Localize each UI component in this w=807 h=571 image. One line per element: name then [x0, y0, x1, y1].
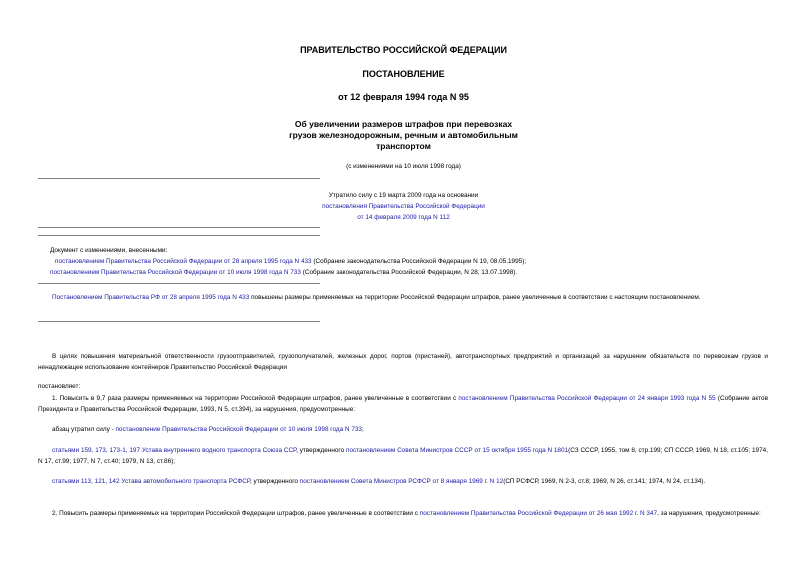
government-heading: ПРАВИТЕЛЬСТВО РОССИЙСКОЙ ФЕДЕРАЦИИ — [300, 45, 507, 55]
clause-text: , утвержденного — [296, 447, 346, 454]
divider — [38, 283, 320, 284]
paragraph-2-link[interactable]: постановлением Правительства Российской Федерации от 26 мая 1992 г. N 347 — [419, 510, 658, 517]
change-item-tail: (Собрание законодательства Российской Федерации, N 28, 13.07.1998). — [300, 269, 518, 276]
paragraph-text: (Собрание актов Президента и Правительства Российской Федерации, 1993, N 5, ст.394), за нарушения, предусмотренные: — [38, 395, 768, 413]
clause-text: (СЗ СССР, 1955, том 8, стр.199; СП СССР, 1969, N 18, ст.105; 1974, N 17, ст.99; 1977, N 7, ст.40; 1979, N 13, ст.86); — [38, 447, 768, 465]
paragraph-text: , за нарушения, предусмотренные: — [657, 510, 761, 517]
repealed-clause-link[interactable]: постановление Правительства Российской Федерации от 10 июля 1998 года N 733 — [115, 426, 362, 433]
clause-text: абзац утратил силу - — [52, 426, 116, 433]
paragraph-text: 1. Повысить в 9,7 раза размеры применяемых на территории Российской Федерации штрафов, ранее увеличенные в соответствии с — [52, 395, 459, 402]
change-item — [55, 256, 795, 267]
paragraph-1 — [38, 393, 768, 415]
clause-text: (СП РСФСР, 1969, N 2-3, ст.8; 1969, N 26, ст.141; 1974, N 24, ст.134). — [503, 478, 706, 485]
preamble-paragraph: В целях повышения материальной ответственности грузоотправителей, грузополучателей, железных дорог, портов (пристаней), автотранспортных предприятий и организаций за нарушение обязательств по перевозкам грузов и ненадлежащее использование контейнеров Правительство Российской Федерации — [38, 353, 768, 371]
water-charter-link[interactable]: статьями 159, 173, 173-1, 197 Устава внутреннего водного транспорта Союза ССР — [52, 447, 297, 454]
water-transport-clause — [38, 445, 768, 467]
paragraph-2 — [38, 508, 768, 519]
date-number: от 12 февраля 1994 года N 95 — [338, 92, 469, 102]
changes-note: (с изменениями на 10 июля 1998 года) — [346, 163, 461, 170]
amendment-note — [38, 292, 768, 303]
title-line: Об увеличении размеров штрафов при перевозках — [294, 119, 513, 129]
divider — [38, 178, 320, 179]
expired-link-line2[interactable]: от 14 февраля 2009 года N 112 — [357, 214, 450, 221]
divider — [38, 227, 320, 228]
amendment-note-link[interactable]: Постановлением Правительства РФ от 28 апреля 1995 года N 433 — [52, 294, 250, 301]
repealed-clause — [52, 424, 768, 435]
road-charter-link[interactable]: статьями 113, 121, 142 Устава автомобильного транспорта РСФСР — [52, 478, 250, 485]
clause-text: ; — [362, 426, 364, 433]
divider — [38, 321, 320, 322]
paragraph-text: 2. Повысить размеры применяемых на территории Российской Федерации штрафов, ранее увеличенные в соответствии с — [52, 510, 420, 517]
decrees-line: постановляет: — [38, 383, 81, 390]
document-type: ПОСТАНОВЛЕНИЕ — [362, 69, 445, 79]
amendment-note-text: повышены размеры применяемых на территории Российской Федерации штрафов, ранее увеличенные в соответствии с настоящим постановлением. — [249, 294, 701, 301]
change-item — [50, 267, 790, 278]
expired-notice — [0, 190, 807, 223]
divider — [38, 235, 320, 236]
change-item-link[interactable]: постановлением Правительства Российской Федерации от 28 апреля 1995 года N 433 — [55, 258, 312, 265]
expired-text: Утратило силу с 19 марта 2009 года на основании — [328, 192, 479, 199]
change-item-tail: (Собрание законодательства Российской Федерации N 19, 08.05.1995); — [311, 258, 527, 265]
clause-text: , утвержденного — [249, 478, 300, 485]
title-line: грузов железнодорожным, речным и автомобильным — [289, 130, 518, 140]
road-transport-clause — [38, 476, 768, 487]
change-item-link[interactable]: постановлением Правительства Российской Федерации от 10 июля 1998 года N 733 — [50, 269, 301, 276]
water-decree-link[interactable]: постановлением Совета Министров СССР от 15 октября 1955 года N 1801 — [345, 447, 569, 454]
document-title — [0, 119, 807, 152]
title-line: транспортом — [376, 141, 431, 151]
road-decree-link[interactable]: постановлением Совета Министров РСФСР от 8 января 1969 г. N 12 — [299, 478, 504, 485]
changes-intro: Документ с изменениями, внесенными: — [50, 247, 168, 254]
expired-link-line1[interactable]: постановления Правительства Российской Федерации — [322, 203, 485, 210]
paragraph-1-link[interactable]: постановлением Правительства Российской Федерации от 24 января 1993 года N 55 — [458, 395, 716, 402]
